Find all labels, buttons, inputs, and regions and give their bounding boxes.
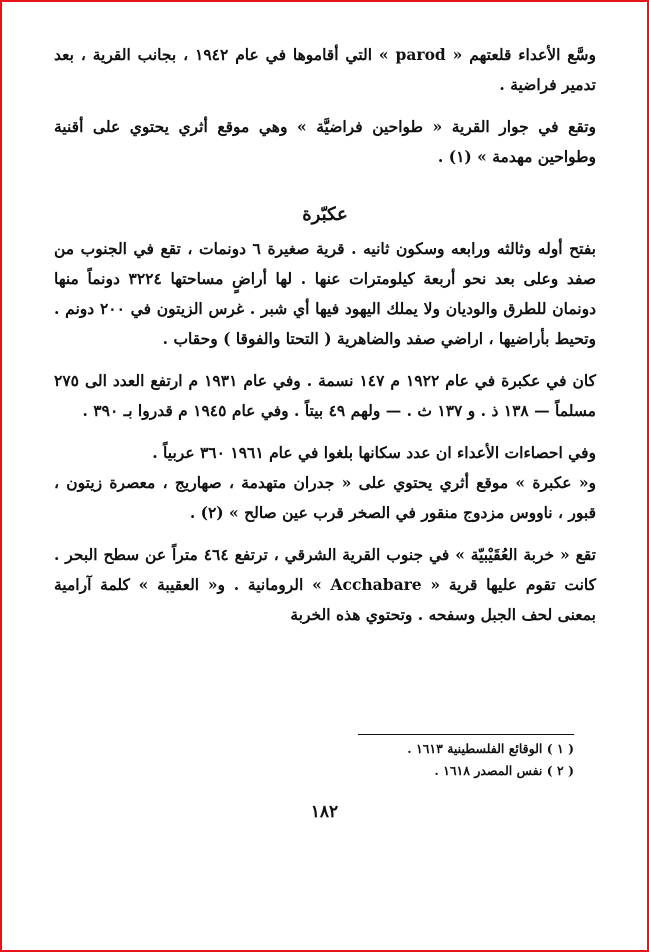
footnote-2: ( ٢ ) نفس المصدر ١٦١٨ . <box>434 763 574 778</box>
paragraph-tawahin: وتقع في جوار القرية « طواحين فراضيَّة » وهي موقع أثري يحتوي على أقنية وطواحين مهدمة » (١) . <box>54 117 596 166</box>
footnote-1: ( ١ ) الوقائع الفلسطينية ١٦١٣ . <box>407 741 574 756</box>
paragraph-archaeology: و« عكبرة » موقع أثري يحتوي على « جدران متهدمة ، صهاريج ، معصرة زيتون ، قبور ، ناووس مزدوج منقور في الصخر قرب عين صالح » (٢) . <box>54 473 596 522</box>
page-number: ١٨٢ <box>310 802 339 822</box>
section-heading: عكبّرة <box>302 204 348 225</box>
paragraph-population: كان في عكبرة في عام ١٩٢٢ م ١٤٧ نسمة . وفي عام ١٩٣١ م ارتفع العدد الى ٢٧٥ مسلماً — ١٣٨ ذ . و ١٣٧ ث . — ولهم ٤٩ بيتاً . وفي عام ١٩٤٥ م قدروا بـ ٣٩٠ . <box>54 371 596 420</box>
paragraph-description: بفتح أوله وثالثه ورابعه وسكون ثانيه . قرية صغيرة ٦ دونمات ، تقع في الجنوب من صفد وعلى بعد نحو أربعة كيلومترات عنها . لها أراضٍ مساحتها ٣٢٢٤ دونماً منها دونمان للطرق والوديان ولا يملك اليهود فيها أي شبر . غرس الزيتون في ٢٠٠ دونم . وتحيط بأراضيها ، اراضي صفد والضاهرية ( التحتا والفوقا ) وحقاب . <box>54 239 596 348</box>
paragraph-census: وفي احصاءات الأعداء ان عدد سكانها بلغوا في عام ١٩٦١ ٣٦٠ عربياً . <box>152 443 596 462</box>
page-body <box>54 40 596 630</box>
footnote-divider <box>358 734 574 735</box>
paragraph-qalaa: وسَّع الأعداء قلعتهم « parod » التي أقاموها في عام ١٩٤٢ ، بجانب القرية ، بعد تدمير فراضية . <box>54 45 596 94</box>
paragraph-khirba: تقع « خربة العُقَيْبيّة » في جنوب القرية الشرقي ، ترتفع ٤٦٤ متراً عن سطح البحر . كانت تقوم عليها قرية « Acchabare » الرومانية . و« العقيبة » كلمة آرامية بمعنى لحف الجبل وسفحه . وتحتوي هذه الخربة <box>54 545 596 624</box>
footnotes <box>300 738 574 782</box>
